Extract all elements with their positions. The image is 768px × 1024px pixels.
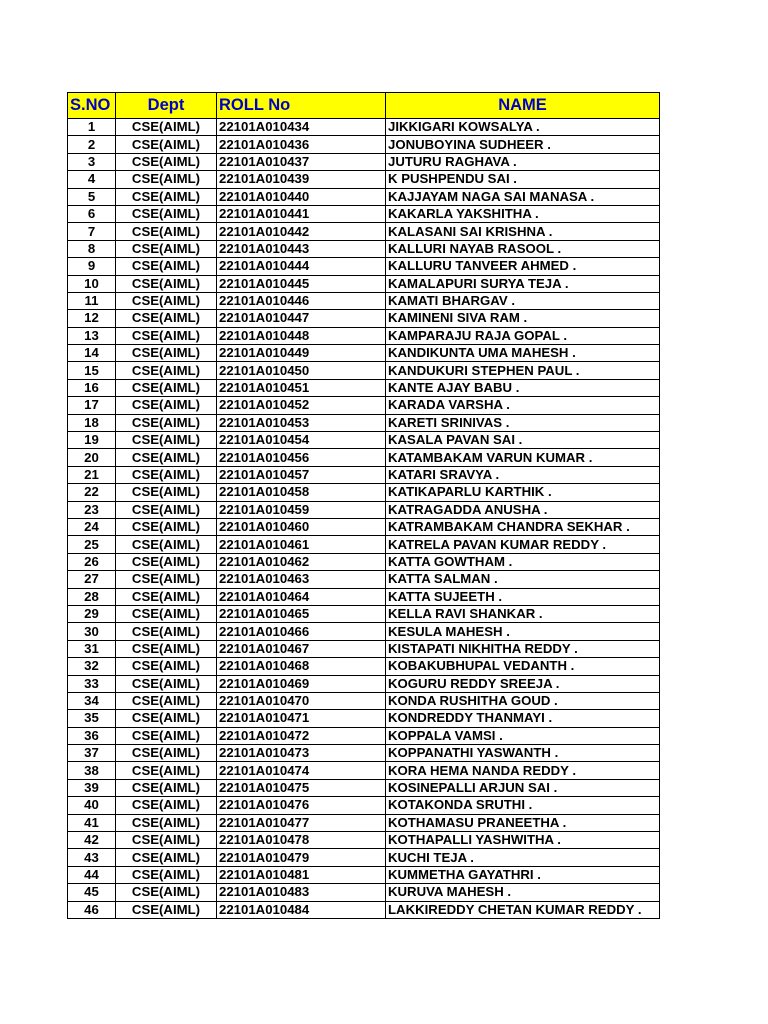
cell-name[interactable]: KASALA PAVAN SAI . bbox=[386, 432, 660, 449]
table-body bbox=[68, 119, 660, 919]
cell-dept[interactable]: CSE(AIML) bbox=[116, 866, 217, 883]
cell-dept[interactable]: CSE(AIML) bbox=[116, 605, 217, 622]
cell-name[interactable]: KOGURU REDDY SREEJA . bbox=[386, 675, 660, 692]
table-row bbox=[68, 432, 660, 449]
cell-dept[interactable]: CSE(AIML) bbox=[116, 449, 217, 466]
cell-sno[interactable]: 6 bbox=[68, 205, 116, 222]
cell-sno[interactable]: 4 bbox=[68, 171, 116, 188]
cell-roll-no[interactable]: 22101A010462 bbox=[217, 553, 386, 570]
cell-name[interactable]: KUCHI TEJA . bbox=[386, 849, 660, 866]
table-row bbox=[68, 658, 660, 675]
cell-roll-no[interactable]: 22101A010471 bbox=[217, 710, 386, 727]
cell-roll-no[interactable]: 22101A010483 bbox=[217, 884, 386, 901]
header-row bbox=[68, 93, 660, 119]
cell-dept[interactable]: CSE(AIML) bbox=[116, 275, 217, 292]
cell-dept[interactable]: CSE(AIML) bbox=[116, 571, 217, 588]
table-row bbox=[68, 188, 660, 205]
cell-roll-no[interactable]: 22101A010447 bbox=[217, 310, 386, 327]
table-row bbox=[68, 849, 660, 866]
table-row bbox=[68, 797, 660, 814]
cell-dept[interactable]: CSE(AIML) bbox=[116, 379, 217, 396]
table-row bbox=[68, 727, 660, 744]
table-row bbox=[68, 623, 660, 640]
cell-roll-no[interactable]: 22101A010461 bbox=[217, 536, 386, 553]
cell-name[interactable]: KATTA SUJEETH . bbox=[386, 588, 660, 605]
cell-sno[interactable]: 21 bbox=[68, 466, 116, 483]
cell-name[interactable]: KAKARLA YAKSHITHA . bbox=[386, 205, 660, 222]
cell-roll-no[interactable]: 22101A010472 bbox=[217, 727, 386, 744]
cell-sno[interactable]: 33 bbox=[68, 675, 116, 692]
cell-dept[interactable]: CSE(AIML) bbox=[116, 814, 217, 831]
table-row bbox=[68, 866, 660, 883]
table-row bbox=[68, 223, 660, 240]
cell-roll-no[interactable]: 22101A010476 bbox=[217, 797, 386, 814]
cell-name[interactable]: KATAMBAKAM VARUN KUMAR . bbox=[386, 449, 660, 466]
table-row bbox=[68, 275, 660, 292]
table-row bbox=[68, 536, 660, 553]
cell-name[interactable]: KATRELA PAVAN KUMAR REDDY . bbox=[386, 536, 660, 553]
cell-roll-no[interactable]: 22101A010466 bbox=[217, 623, 386, 640]
cell-sno[interactable]: 41 bbox=[68, 814, 116, 831]
cell-roll-no[interactable]: 22101A010445 bbox=[217, 275, 386, 292]
cell-sno[interactable]: 29 bbox=[68, 605, 116, 622]
cell-name[interactable]: KOTHAPALLI YASHWITHA . bbox=[386, 832, 660, 849]
cell-roll-no[interactable]: 22101A010463 bbox=[217, 571, 386, 588]
cell-sno[interactable]: 45 bbox=[68, 884, 116, 901]
cell-sno[interactable]: 32 bbox=[68, 658, 116, 675]
cell-dept[interactable]: CSE(AIML) bbox=[116, 658, 217, 675]
cell-roll-no[interactable]: 22101A010442 bbox=[217, 223, 386, 240]
cell-name[interactable]: KALLURI NAYAB RASOOL . bbox=[386, 240, 660, 257]
table-row bbox=[68, 692, 660, 709]
header-sno[interactable]: S.NO bbox=[68, 93, 116, 119]
cell-sno[interactable]: 10 bbox=[68, 275, 116, 292]
cell-sno[interactable]: 9 bbox=[68, 258, 116, 275]
cell-roll-no[interactable]: 22101A010434 bbox=[217, 119, 386, 136]
cell-roll-no[interactable]: 22101A010437 bbox=[217, 153, 386, 170]
cell-roll-no[interactable]: 22101A010451 bbox=[217, 379, 386, 396]
cell-sno[interactable]: 27 bbox=[68, 571, 116, 588]
cell-sno[interactable]: 28 bbox=[68, 588, 116, 605]
cell-dept[interactable]: CSE(AIML) bbox=[116, 223, 217, 240]
table-row bbox=[68, 745, 660, 762]
cell-name[interactable]: KAMPARAJU RAJA GOPAL . bbox=[386, 327, 660, 344]
cell-dept[interactable]: CSE(AIML) bbox=[116, 692, 217, 709]
table-row bbox=[68, 640, 660, 657]
cell-name[interactable]: KATIKAPARLU KARTHIK . bbox=[386, 484, 660, 501]
cell-roll-no[interactable]: 22101A010469 bbox=[217, 675, 386, 692]
cell-sno[interactable]: 17 bbox=[68, 397, 116, 414]
cell-name[interactable]: KANDUKURI STEPHEN PAUL . bbox=[386, 362, 660, 379]
cell-dept[interactable]: CSE(AIML) bbox=[116, 397, 217, 414]
cell-name[interactable]: KURUVA MAHESH . bbox=[386, 884, 660, 901]
cell-dept[interactable]: CSE(AIML) bbox=[116, 832, 217, 849]
cell-name[interactable]: KATARI SRAVYA . bbox=[386, 466, 660, 483]
cell-name[interactable]: KOPPANATHI YASWANTH . bbox=[386, 745, 660, 762]
cell-name[interactable]: KISTAPATI NIKHITHA REDDY . bbox=[386, 640, 660, 657]
table-row bbox=[68, 449, 660, 466]
cell-roll-no[interactable]: 22101A010474 bbox=[217, 762, 386, 779]
cell-dept[interactable]: CSE(AIML) bbox=[116, 710, 217, 727]
cell-sno[interactable]: 22 bbox=[68, 484, 116, 501]
cell-sno[interactable]: 3 bbox=[68, 153, 116, 170]
cell-dept[interactable]: CSE(AIML) bbox=[116, 884, 217, 901]
cell-roll-no[interactable]: 22101A010478 bbox=[217, 832, 386, 849]
cell-roll-no[interactable]: 22101A010477 bbox=[217, 814, 386, 831]
cell-sno[interactable]: 34 bbox=[68, 692, 116, 709]
cell-roll-no[interactable]: 22101A010464 bbox=[217, 588, 386, 605]
cell-roll-no[interactable]: 22101A010473 bbox=[217, 745, 386, 762]
cell-dept[interactable]: CSE(AIML) bbox=[116, 553, 217, 570]
cell-dept[interactable]: CSE(AIML) bbox=[116, 119, 217, 136]
table-row bbox=[68, 588, 660, 605]
cell-sno[interactable]: 1 bbox=[68, 119, 116, 136]
cell-dept[interactable]: CSE(AIML) bbox=[116, 518, 217, 535]
cell-sno[interactable]: 20 bbox=[68, 449, 116, 466]
cell-dept[interactable]: CSE(AIML) bbox=[116, 188, 217, 205]
table-row bbox=[68, 171, 660, 188]
cell-dept[interactable]: CSE(AIML) bbox=[116, 501, 217, 518]
table-row bbox=[68, 901, 660, 918]
cell-dept[interactable]: CSE(AIML) bbox=[116, 136, 217, 153]
cell-sno[interactable]: 19 bbox=[68, 432, 116, 449]
cell-sno[interactable]: 37 bbox=[68, 745, 116, 762]
cell-name[interactable]: K PUSHPENDU SAI . bbox=[386, 171, 660, 188]
cell-name[interactable]: KOBAKUBHUPAL VEDANTH . bbox=[386, 658, 660, 675]
table-row bbox=[68, 484, 660, 501]
cell-name[interactable]: KATTA GOWTHAM . bbox=[386, 553, 660, 570]
cell-sno[interactable]: 7 bbox=[68, 223, 116, 240]
cell-dept[interactable]: CSE(AIML) bbox=[116, 762, 217, 779]
cell-sno[interactable]: 12 bbox=[68, 310, 116, 327]
cell-roll-no[interactable]: 22101A010479 bbox=[217, 849, 386, 866]
cell-dept[interactable]: CSE(AIML) bbox=[116, 484, 217, 501]
table-row bbox=[68, 292, 660, 309]
table-row bbox=[68, 605, 660, 622]
cell-name[interactable]: KALLURU TANVEER AHMED . bbox=[386, 258, 660, 275]
cell-dept[interactable]: CSE(AIML) bbox=[116, 466, 217, 483]
cell-sno[interactable]: 5 bbox=[68, 188, 116, 205]
cell-roll-no[interactable]: 22101A010484 bbox=[217, 901, 386, 918]
table-row bbox=[68, 362, 660, 379]
cell-sno[interactable]: 44 bbox=[68, 866, 116, 883]
table-row bbox=[68, 710, 660, 727]
cell-roll-no[interactable]: 22101A010453 bbox=[217, 414, 386, 431]
cell-name[interactable]: KALASANI SAI KRISHNA . bbox=[386, 223, 660, 240]
table-row bbox=[68, 553, 660, 570]
cell-name[interactable]: KANDIKUNTA UMA MAHESH . bbox=[386, 345, 660, 362]
cell-dept[interactable]: CSE(AIML) bbox=[116, 327, 217, 344]
table-row bbox=[68, 779, 660, 796]
table-row bbox=[68, 205, 660, 222]
cell-sno[interactable]: 40 bbox=[68, 797, 116, 814]
cell-name[interactable]: KATTA SALMAN . bbox=[386, 571, 660, 588]
table-row bbox=[68, 258, 660, 275]
cell-roll-no[interactable]: 22101A010465 bbox=[217, 605, 386, 622]
table-row bbox=[68, 136, 660, 153]
cell-roll-no[interactable]: 22101A010448 bbox=[217, 327, 386, 344]
cell-sno[interactable]: 8 bbox=[68, 240, 116, 257]
cell-name[interactable]: KATRAMBAKAM CHANDRA SEKHAR . bbox=[386, 518, 660, 535]
cell-name[interactable]: JONUBOYINA SUDHEER . bbox=[386, 136, 660, 153]
cell-name[interactable]: KATRAGADDA ANUSHA . bbox=[386, 501, 660, 518]
cell-name[interactable]: KELLA RAVI SHANKAR . bbox=[386, 605, 660, 622]
cell-name[interactable]: KORA HEMA NANDA REDDY . bbox=[386, 762, 660, 779]
cell-roll-no[interactable]: 22101A010454 bbox=[217, 432, 386, 449]
cell-name[interactable]: KOPPALA VAMSI . bbox=[386, 727, 660, 744]
table-row bbox=[68, 153, 660, 170]
table-row bbox=[68, 675, 660, 692]
cell-name[interactable]: KOTAKONDA SRUTHI . bbox=[386, 797, 660, 814]
table-row bbox=[68, 571, 660, 588]
cell-dept[interactable]: CSE(AIML) bbox=[116, 171, 217, 188]
table-row bbox=[68, 310, 660, 327]
cell-name[interactable]: KESULA MAHESH . bbox=[386, 623, 660, 640]
table-row bbox=[68, 327, 660, 344]
cell-roll-no[interactable]: 22101A010449 bbox=[217, 345, 386, 362]
cell-dept[interactable]: CSE(AIML) bbox=[116, 310, 217, 327]
cell-roll-no[interactable]: 22101A010439 bbox=[217, 171, 386, 188]
cell-dept[interactable]: CSE(AIML) bbox=[116, 432, 217, 449]
cell-dept[interactable]: CSE(AIML) bbox=[116, 153, 217, 170]
cell-roll-no[interactable]: 22101A010436 bbox=[217, 136, 386, 153]
cell-roll-no[interactable]: 22101A010460 bbox=[217, 518, 386, 535]
cell-name[interactable]: KARADA VARSHA . bbox=[386, 397, 660, 414]
cell-dept[interactable]: CSE(AIML) bbox=[116, 292, 217, 309]
cell-dept[interactable]: CSE(AIML) bbox=[116, 745, 217, 762]
header-dept[interactable]: Dept bbox=[116, 93, 217, 119]
cell-name[interactable]: KOSINEPALLI ARJUN SAI . bbox=[386, 779, 660, 796]
cell-name[interactable]: KAMINENI SIVA RAM . bbox=[386, 310, 660, 327]
table-row bbox=[68, 466, 660, 483]
cell-dept[interactable]: CSE(AIML) bbox=[116, 414, 217, 431]
cell-dept[interactable]: CSE(AIML) bbox=[116, 536, 217, 553]
cell-sno[interactable]: 11 bbox=[68, 292, 116, 309]
cell-roll-no[interactable]: 22101A010450 bbox=[217, 362, 386, 379]
cell-name[interactable]: KONDA RUSHITHA GOUD . bbox=[386, 692, 660, 709]
cell-name[interactable]: KUMMETHA GAYATHRI . bbox=[386, 866, 660, 883]
cell-roll-no[interactable]: 22101A010458 bbox=[217, 484, 386, 501]
cell-dept[interactable]: CSE(AIML) bbox=[116, 849, 217, 866]
table-row bbox=[68, 814, 660, 831]
cell-dept[interactable]: CSE(AIML) bbox=[116, 240, 217, 257]
cell-sno[interactable]: 15 bbox=[68, 362, 116, 379]
cell-name[interactable]: LAKKIREDDY CHETAN KUMAR REDDY . bbox=[386, 901, 660, 918]
cell-dept[interactable]: CSE(AIML) bbox=[116, 205, 217, 222]
cell-sno[interactable]: 46 bbox=[68, 901, 116, 918]
table-row bbox=[68, 518, 660, 535]
cell-sno[interactable]: 42 bbox=[68, 832, 116, 849]
cell-name[interactable]: KONDREDDY THANMAYI . bbox=[386, 710, 660, 727]
cell-dept[interactable]: CSE(AIML) bbox=[116, 675, 217, 692]
cell-sno[interactable]: 16 bbox=[68, 379, 116, 396]
table-row bbox=[68, 832, 660, 849]
cell-dept[interactable]: CSE(AIML) bbox=[116, 640, 217, 657]
cell-name[interactable]: KOTHAMASU PRANEETHA . bbox=[386, 814, 660, 831]
student-roster-table bbox=[67, 92, 660, 919]
cell-sno[interactable]: 35 bbox=[68, 710, 116, 727]
cell-dept[interactable]: CSE(AIML) bbox=[116, 797, 217, 814]
cell-roll-no[interactable]: 22101A010452 bbox=[217, 397, 386, 414]
cell-roll-no[interactable]: 22101A010446 bbox=[217, 292, 386, 309]
cell-sno[interactable]: 36 bbox=[68, 727, 116, 744]
cell-roll-no[interactable]: 22101A010441 bbox=[217, 205, 386, 222]
cell-dept[interactable]: CSE(AIML) bbox=[116, 362, 217, 379]
cell-roll-no[interactable]: 22101A010459 bbox=[217, 501, 386, 518]
cell-name[interactable]: KARETI SRINIVAS . bbox=[386, 414, 660, 431]
cell-roll-no[interactable]: 22101A010470 bbox=[217, 692, 386, 709]
cell-roll-no[interactable]: 22101A010456 bbox=[217, 449, 386, 466]
cell-dept[interactable]: CSE(AIML) bbox=[116, 258, 217, 275]
table-row bbox=[68, 884, 660, 901]
table-row bbox=[68, 501, 660, 518]
cell-name[interactable]: JUTURU RAGHAVA . bbox=[386, 153, 660, 170]
cell-sno[interactable]: 31 bbox=[68, 640, 116, 657]
cell-name[interactable]: KAMALAPURI SURYA TEJA . bbox=[386, 275, 660, 292]
cell-sno[interactable]: 25 bbox=[68, 536, 116, 553]
cell-sno[interactable]: 24 bbox=[68, 518, 116, 535]
cell-dept[interactable]: CSE(AIML) bbox=[116, 623, 217, 640]
cell-name[interactable]: KAMATI BHARGAV . bbox=[386, 292, 660, 309]
table-row bbox=[68, 119, 660, 136]
cell-sno[interactable]: 13 bbox=[68, 327, 116, 344]
cell-sno[interactable]: 26 bbox=[68, 553, 116, 570]
cell-sno[interactable]: 43 bbox=[68, 849, 116, 866]
cell-dept[interactable]: CSE(AIML) bbox=[116, 588, 217, 605]
table-row bbox=[68, 240, 660, 257]
cell-dept[interactable]: CSE(AIML) bbox=[116, 901, 217, 918]
cell-sno[interactable]: 14 bbox=[68, 345, 116, 362]
cell-roll-no[interactable]: 22101A010444 bbox=[217, 258, 386, 275]
table-row bbox=[68, 397, 660, 414]
table-row bbox=[68, 414, 660, 431]
cell-sno[interactable]: 18 bbox=[68, 414, 116, 431]
cell-name[interactable]: KANTE AJAY BABU . bbox=[386, 379, 660, 396]
cell-dept[interactable]: CSE(AIML) bbox=[116, 345, 217, 362]
cell-name[interactable]: KAJJAYAM NAGA SAI MANASA . bbox=[386, 188, 660, 205]
table-row bbox=[68, 345, 660, 362]
cell-sno[interactable]: 30 bbox=[68, 623, 116, 640]
cell-roll-no[interactable]: 22101A010440 bbox=[217, 188, 386, 205]
cell-roll-no[interactable]: 22101A010475 bbox=[217, 779, 386, 796]
cell-dept[interactable]: CSE(AIML) bbox=[116, 727, 217, 744]
table-row bbox=[68, 379, 660, 396]
cell-dept[interactable]: CSE(AIML) bbox=[116, 779, 217, 796]
cell-roll-no[interactable]: 22101A010481 bbox=[217, 866, 386, 883]
header-roll-no[interactable]: ROLL No bbox=[217, 93, 386, 119]
cell-roll-no[interactable]: 22101A010443 bbox=[217, 240, 386, 257]
cell-sno[interactable]: 2 bbox=[68, 136, 116, 153]
cell-roll-no[interactable]: 22101A010457 bbox=[217, 466, 386, 483]
table-row bbox=[68, 762, 660, 779]
header-name[interactable]: NAME bbox=[386, 93, 660, 119]
cell-name[interactable]: JIKKIGARI KOWSALYA . bbox=[386, 119, 660, 136]
cell-sno[interactable]: 38 bbox=[68, 762, 116, 779]
cell-sno[interactable]: 39 bbox=[68, 779, 116, 796]
cell-roll-no[interactable]: 22101A010468 bbox=[217, 658, 386, 675]
cell-roll-no[interactable]: 22101A010467 bbox=[217, 640, 386, 657]
cell-sno[interactable]: 23 bbox=[68, 501, 116, 518]
